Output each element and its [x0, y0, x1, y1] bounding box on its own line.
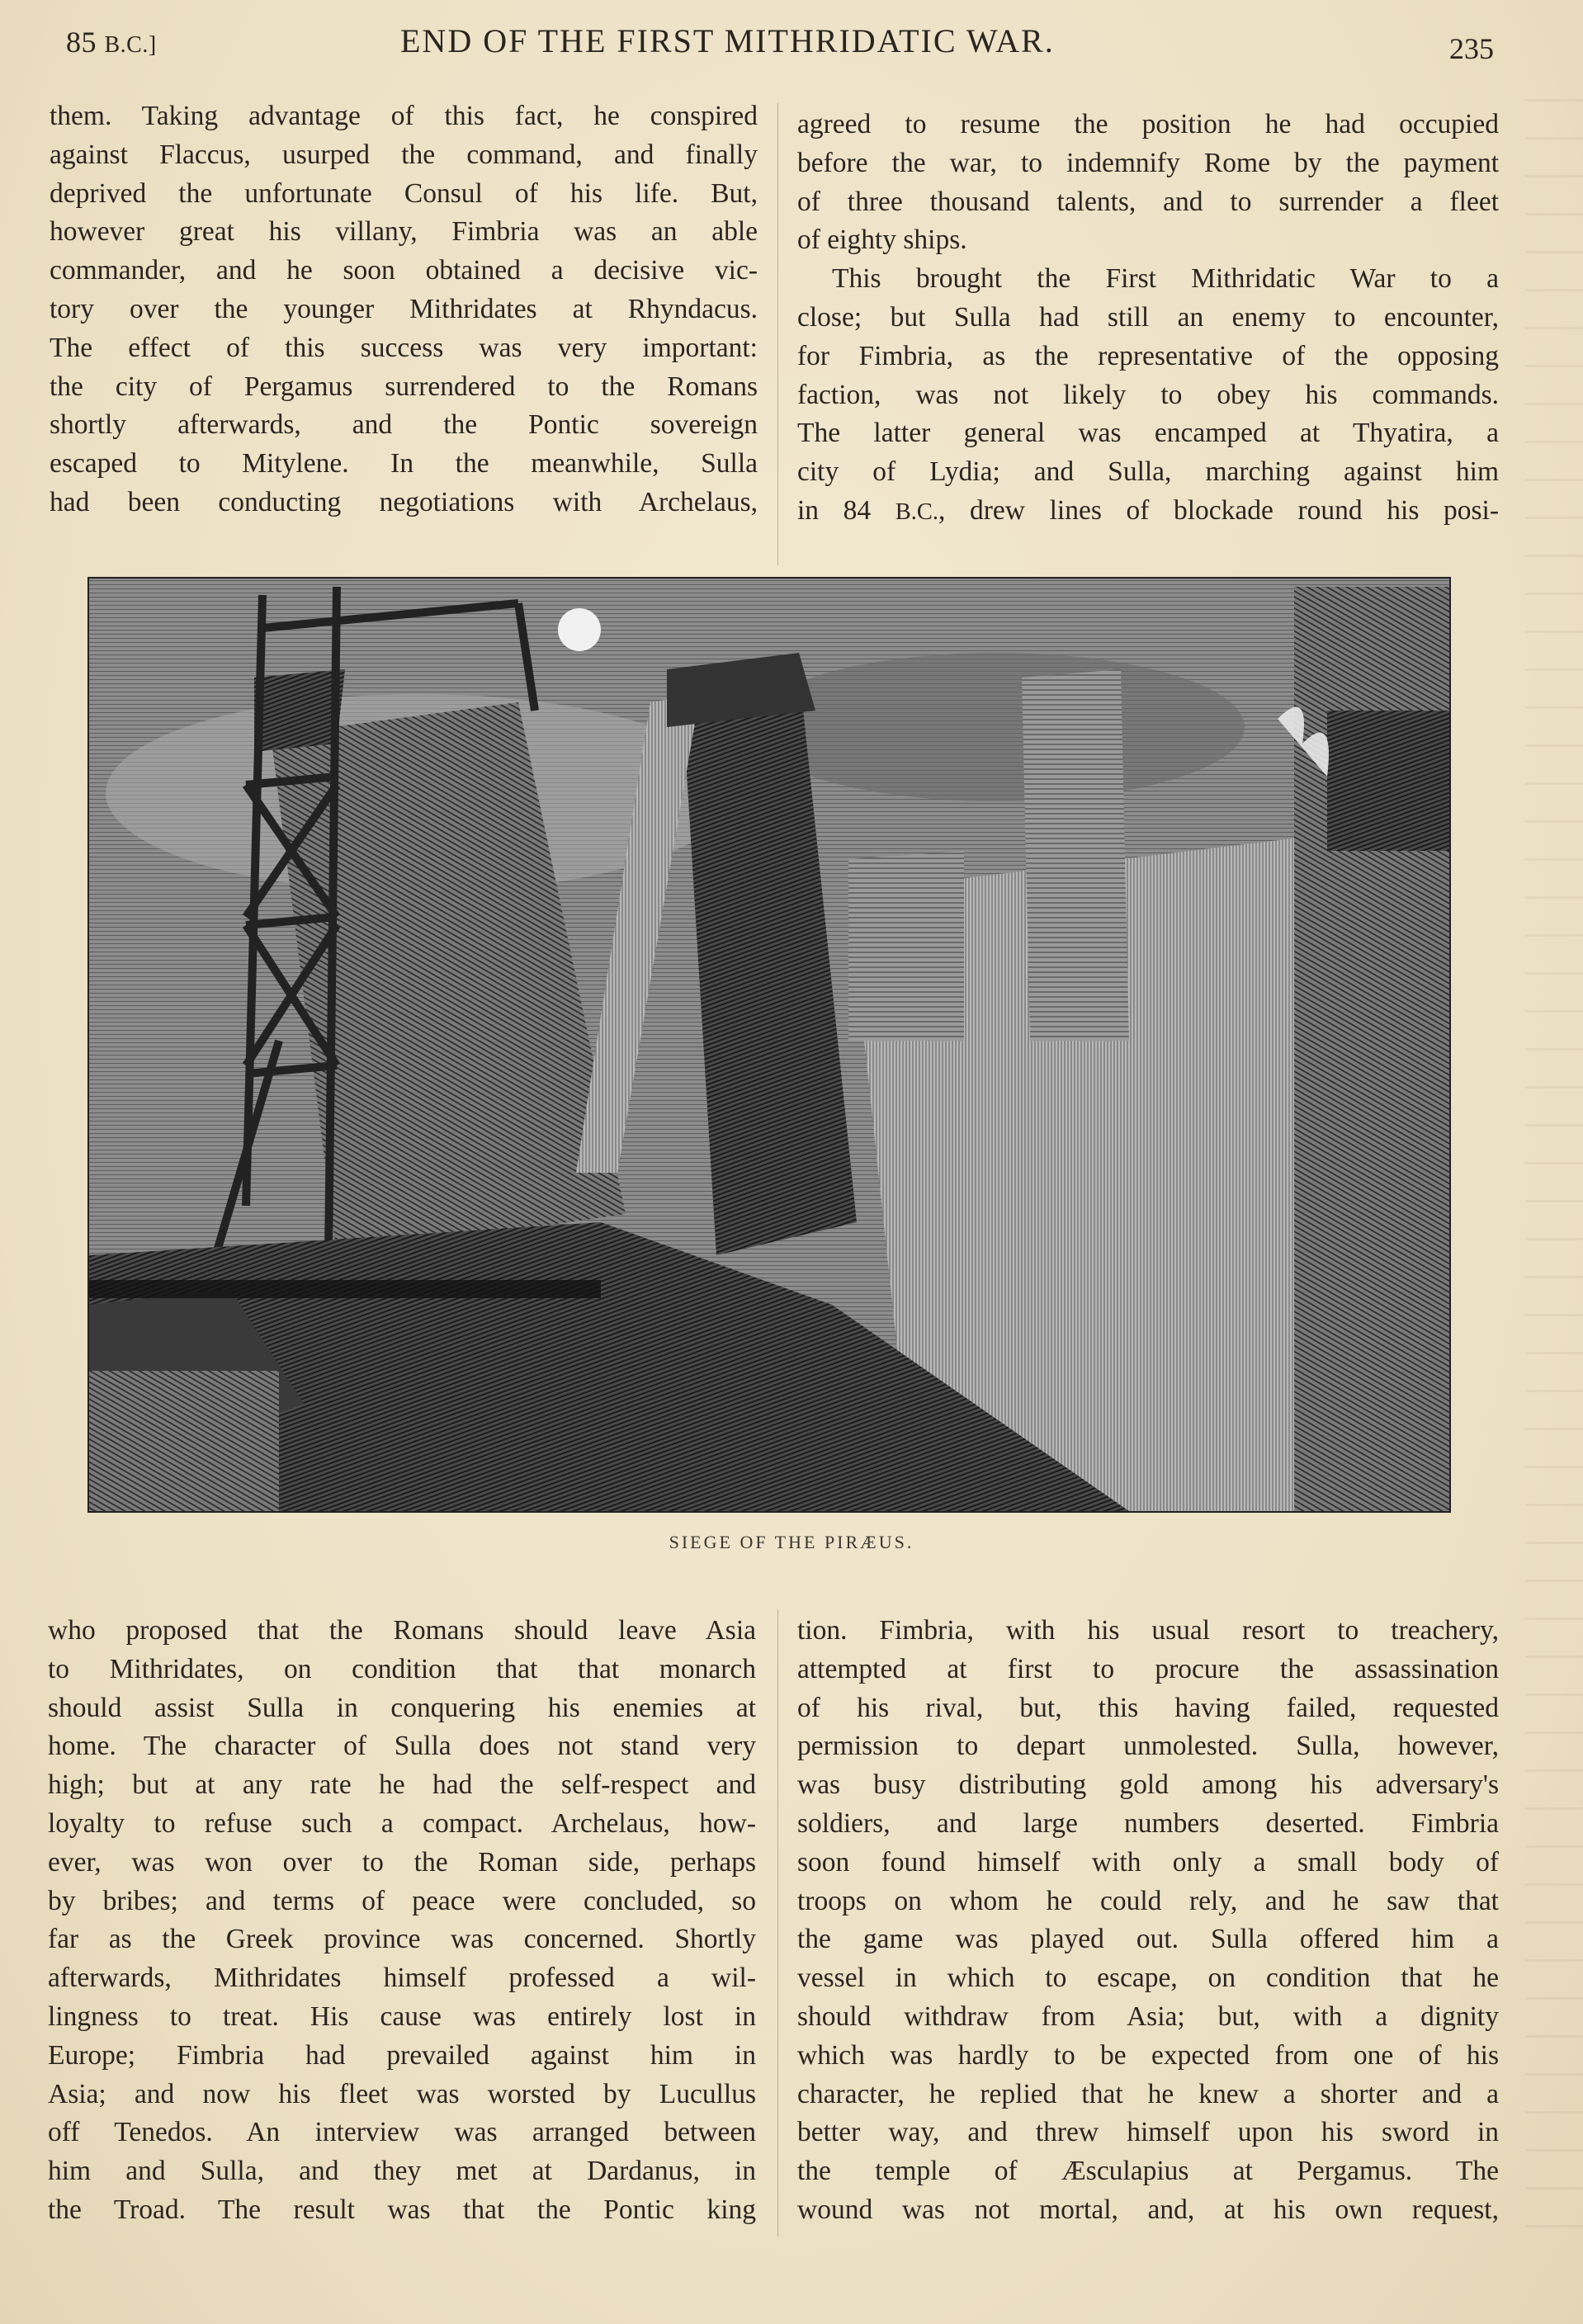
text-line: shortly afterwards, and the Pontic sovereign — [50, 409, 758, 441]
text-line: should assist Sulla in conquering his enemies at — [48, 1692, 756, 1723]
column-bottom-left — [48, 1612, 756, 2230]
text-line: however great his villany, Fimbria was an able — [50, 216, 758, 248]
text-line: who proposed that the Romans should leave Asia — [48, 1615, 756, 1646]
text-line: before the war, to indemnify Rome by the payment — [797, 147, 1499, 178]
illustration-caption: SIEGE OF THE PIRÆUS. — [669, 1532, 914, 1552]
text-line: the Troad. The result was that the Pontic king — [48, 2194, 756, 2225]
text-line: wound was not mortal, and, at his own request, — [797, 2194, 1499, 2225]
text-line: for Fimbria, as the representative of the opposing — [797, 340, 1499, 371]
text-line: troops on whom he could rely, and he saw that — [797, 1885, 1499, 1916]
text-line: in 84 B.C., drew lines of blockade round his posi- — [797, 494, 1500, 526]
text-line: the city of Pergamus surrendered to the Romans — [50, 371, 758, 402]
column-top-right — [797, 106, 1499, 532]
text-line: Asia; and now his fleet was worsted by Lucullus — [48, 2078, 756, 2109]
text-line: soldiers, and large numbers deserted. Fimbria — [797, 1807, 1499, 1839]
text-line: home. The character of Sulla does not stand very — [48, 1731, 756, 1762]
text-line: The latter general was encamped at Thyatira, a — [797, 418, 1499, 449]
text-line: tion. Fimbria, with his usual resort to treachery, — [797, 1615, 1499, 1646]
column-divider-bottom — [777, 1609, 778, 2237]
text-line: vessel in which to escape, on condition that he — [797, 1963, 1499, 1994]
text-line: far as the Greek province was concerned. Shortly — [48, 1924, 756, 1955]
text-line: the temple of Æsculapius at Pergamus. The — [797, 2156, 1499, 2187]
header-date: 85 B.C.] — [66, 26, 157, 59]
text-line: soon found himself with only a small body of — [797, 1846, 1499, 1878]
text-line: permission to depart unmolested. Sulla, however, — [797, 1731, 1499, 1762]
text-line: to Mithridates, on condition that that monarch — [48, 1653, 756, 1684]
text-line: better way, and threw himself upon his sword in — [797, 2117, 1499, 2148]
running-header — [66, 21, 1494, 71]
text-line: him and Sulla, and they met at Dardanus, in — [48, 2156, 756, 2187]
text-line: commander, and he soon obtained a decisive vic- — [50, 255, 758, 286]
moon-icon — [558, 608, 601, 651]
text-line: had been conducting negotiations with Archelaus, — [50, 486, 758, 517]
text-line: character, he replied that he knew a shorter and a — [797, 2078, 1499, 2109]
text-line: tory over the younger Mithridates at Rhyndacus. — [50, 293, 758, 324]
text-line: should withdraw from Asia; but, with a dignity — [797, 2000, 1499, 2032]
text-line: off Tenedos. An interview was arranged between — [48, 2117, 756, 2148]
text-line: lingness to treat. His cause was entirely lost in — [48, 2000, 756, 2032]
text-line: of eighty ships. — [797, 224, 967, 256]
siege-illustration — [87, 577, 1451, 1513]
column-bottom-right — [797, 1612, 1499, 2230]
text-line: afterwards, Mithridates himself professed a wil- — [48, 1963, 756, 1994]
text-line: loyalty to refuse such a compact. Archelaus, how- — [48, 1807, 756, 1839]
column-divider-top — [777, 103, 778, 565]
text-line: deprived the unfortunate Consul of his life. But, — [50, 177, 758, 209]
text-line: city of Lydia; and Sulla, marching against him — [797, 456, 1499, 488]
text-line: by bribes; and terms of peace were concluded, so — [48, 1885, 756, 1916]
text-line: faction, was not likely to obey his commands. — [797, 379, 1499, 410]
text-line: the game was played out. Sulla offered him a — [797, 1924, 1499, 1955]
text-line: high; but at any rate he had the self-respect and — [48, 1769, 756, 1801]
text-line: was busy distributing gold among his adversary's — [797, 1769, 1499, 1801]
show-through-texture — [1525, 99, 1583, 2245]
text-line: attempted at first to procure the assassination — [797, 1653, 1499, 1684]
text-line: ever, was won over to the Roman side, perhaps — [48, 1846, 756, 1878]
text-line: close; but Sulla had still an enemy to encounter, — [797, 301, 1499, 333]
text-line: agreed to resume the position he had occupied — [797, 109, 1499, 139]
header-title: END OF THE FIRST MITHRIDATIC WAR. — [400, 22, 1055, 59]
text-line: This brought the First Mithridatic War to a — [832, 263, 1499, 295]
text-line: them. Taking advantage of this fact, he conspired — [50, 101, 758, 131]
text-line: of three thousand talents, and to surrender a fleet — [797, 186, 1499, 217]
column-top-left — [50, 97, 758, 522]
text-line: against Flaccus, usurped the command, and finally — [50, 139, 758, 170]
page-number: 235 — [1449, 32, 1494, 65]
text-line: escaped to Mitylene. In the meanwhile, Sulla — [50, 448, 758, 479]
text-line: The effect of this success was very important: — [50, 332, 758, 363]
text-line: which was hardly to be expected from one of his — [797, 2039, 1499, 2071]
text-line: Europe; Fimbria had prevailed against him in — [48, 2039, 756, 2071]
text-line: of his rival, but, this having failed, requested — [797, 1692, 1499, 1723]
